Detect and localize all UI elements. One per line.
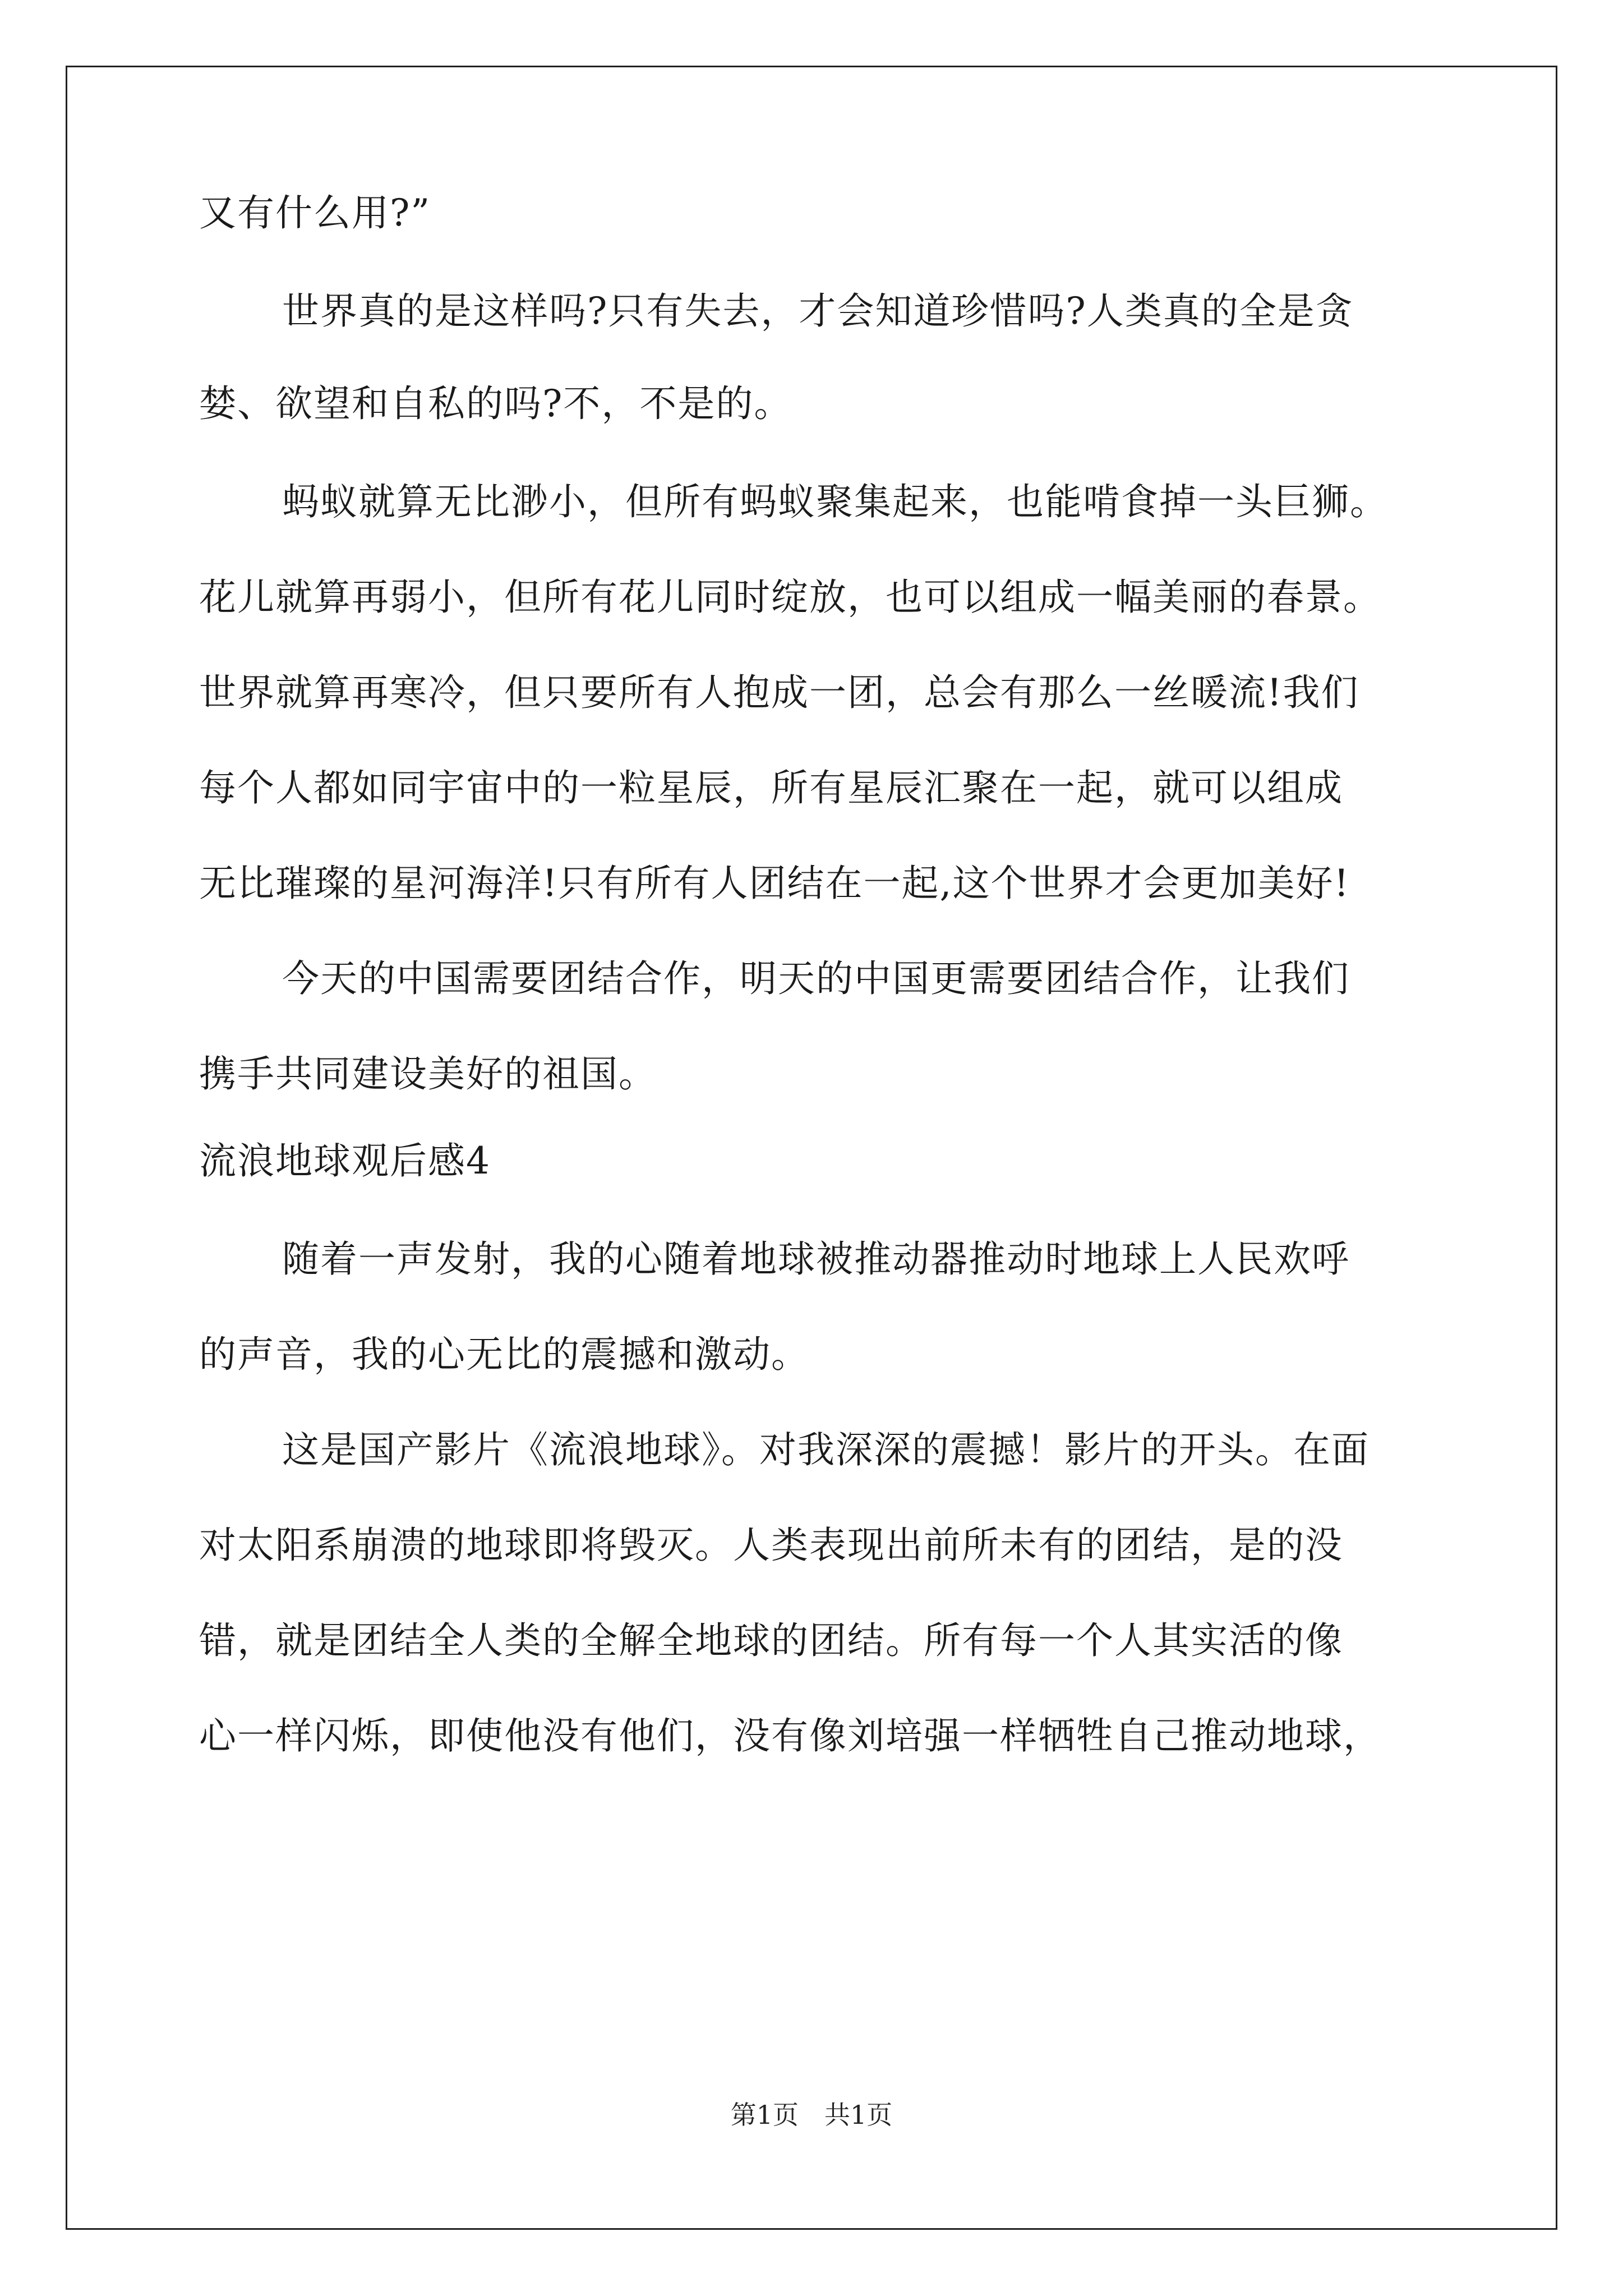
page-number-footer: 第1页 共1页 (730, 2100, 893, 2130)
text-line: 对太阳系崩溃的地球即将毁灭。人类表现出前所未有的团结，是的没 (199, 1524, 1343, 1567)
text-line: 世界就算再寒冷，但只要所有人抱成一团，总会有那么一丝暖流!我们 (199, 671, 1359, 714)
text-line: 世界真的是这样吗?只有失去，才会知道珍惜吗?人类真的全是贪 (282, 289, 1354, 333)
section-heading: 流浪地球观后感4 (199, 1139, 491, 1182)
text-line: 每个人都如同宇宙中的一粒星辰，所有星辰汇聚在一起，就可以组成 (199, 766, 1343, 809)
text-line: 携手共同建设美好的祖国。 (199, 1052, 657, 1096)
text-line: 随着一声发射，我的心随着地球被推动器推动时地球上人民欢呼 (282, 1237, 1350, 1281)
text-line: 蚂蚁就算无比渺小，但所有蚂蚁聚集起来，也能啃食掉一头巨狮。 (282, 480, 1388, 523)
text-line: 又有什么用?” (199, 191, 431, 234)
text-line: 错，就是团结全人类的全解全地球的团结。所有每一个人其实活的像 (199, 1619, 1343, 1662)
text-line: 这是国产影片《流浪地球》。对我深深的震撼！影片的开头。在面 (282, 1428, 1370, 1471)
text-line: 今天的中国需要团结合作，明天的中国更需要团结合作，让我们 (282, 957, 1350, 1000)
text-line: 花儿就算再弱小，但所有花儿同时绽放，也可以组成一幅美丽的春景。 (199, 576, 1381, 619)
text-line: 无比璀璨的星河海洋!只有所有人团结在一起,这个世界才会更加美好! (199, 862, 1350, 905)
text-line: 心一样闪烁，即使他没有他们，没有像刘培强一样牺牲自己推动地球， (199, 1714, 1381, 1757)
text-line: 婪、欲望和自私的吗?不，不是的。 (199, 382, 792, 425)
text-line: 的声音，我的心无比的震撼和激动。 (199, 1333, 809, 1376)
